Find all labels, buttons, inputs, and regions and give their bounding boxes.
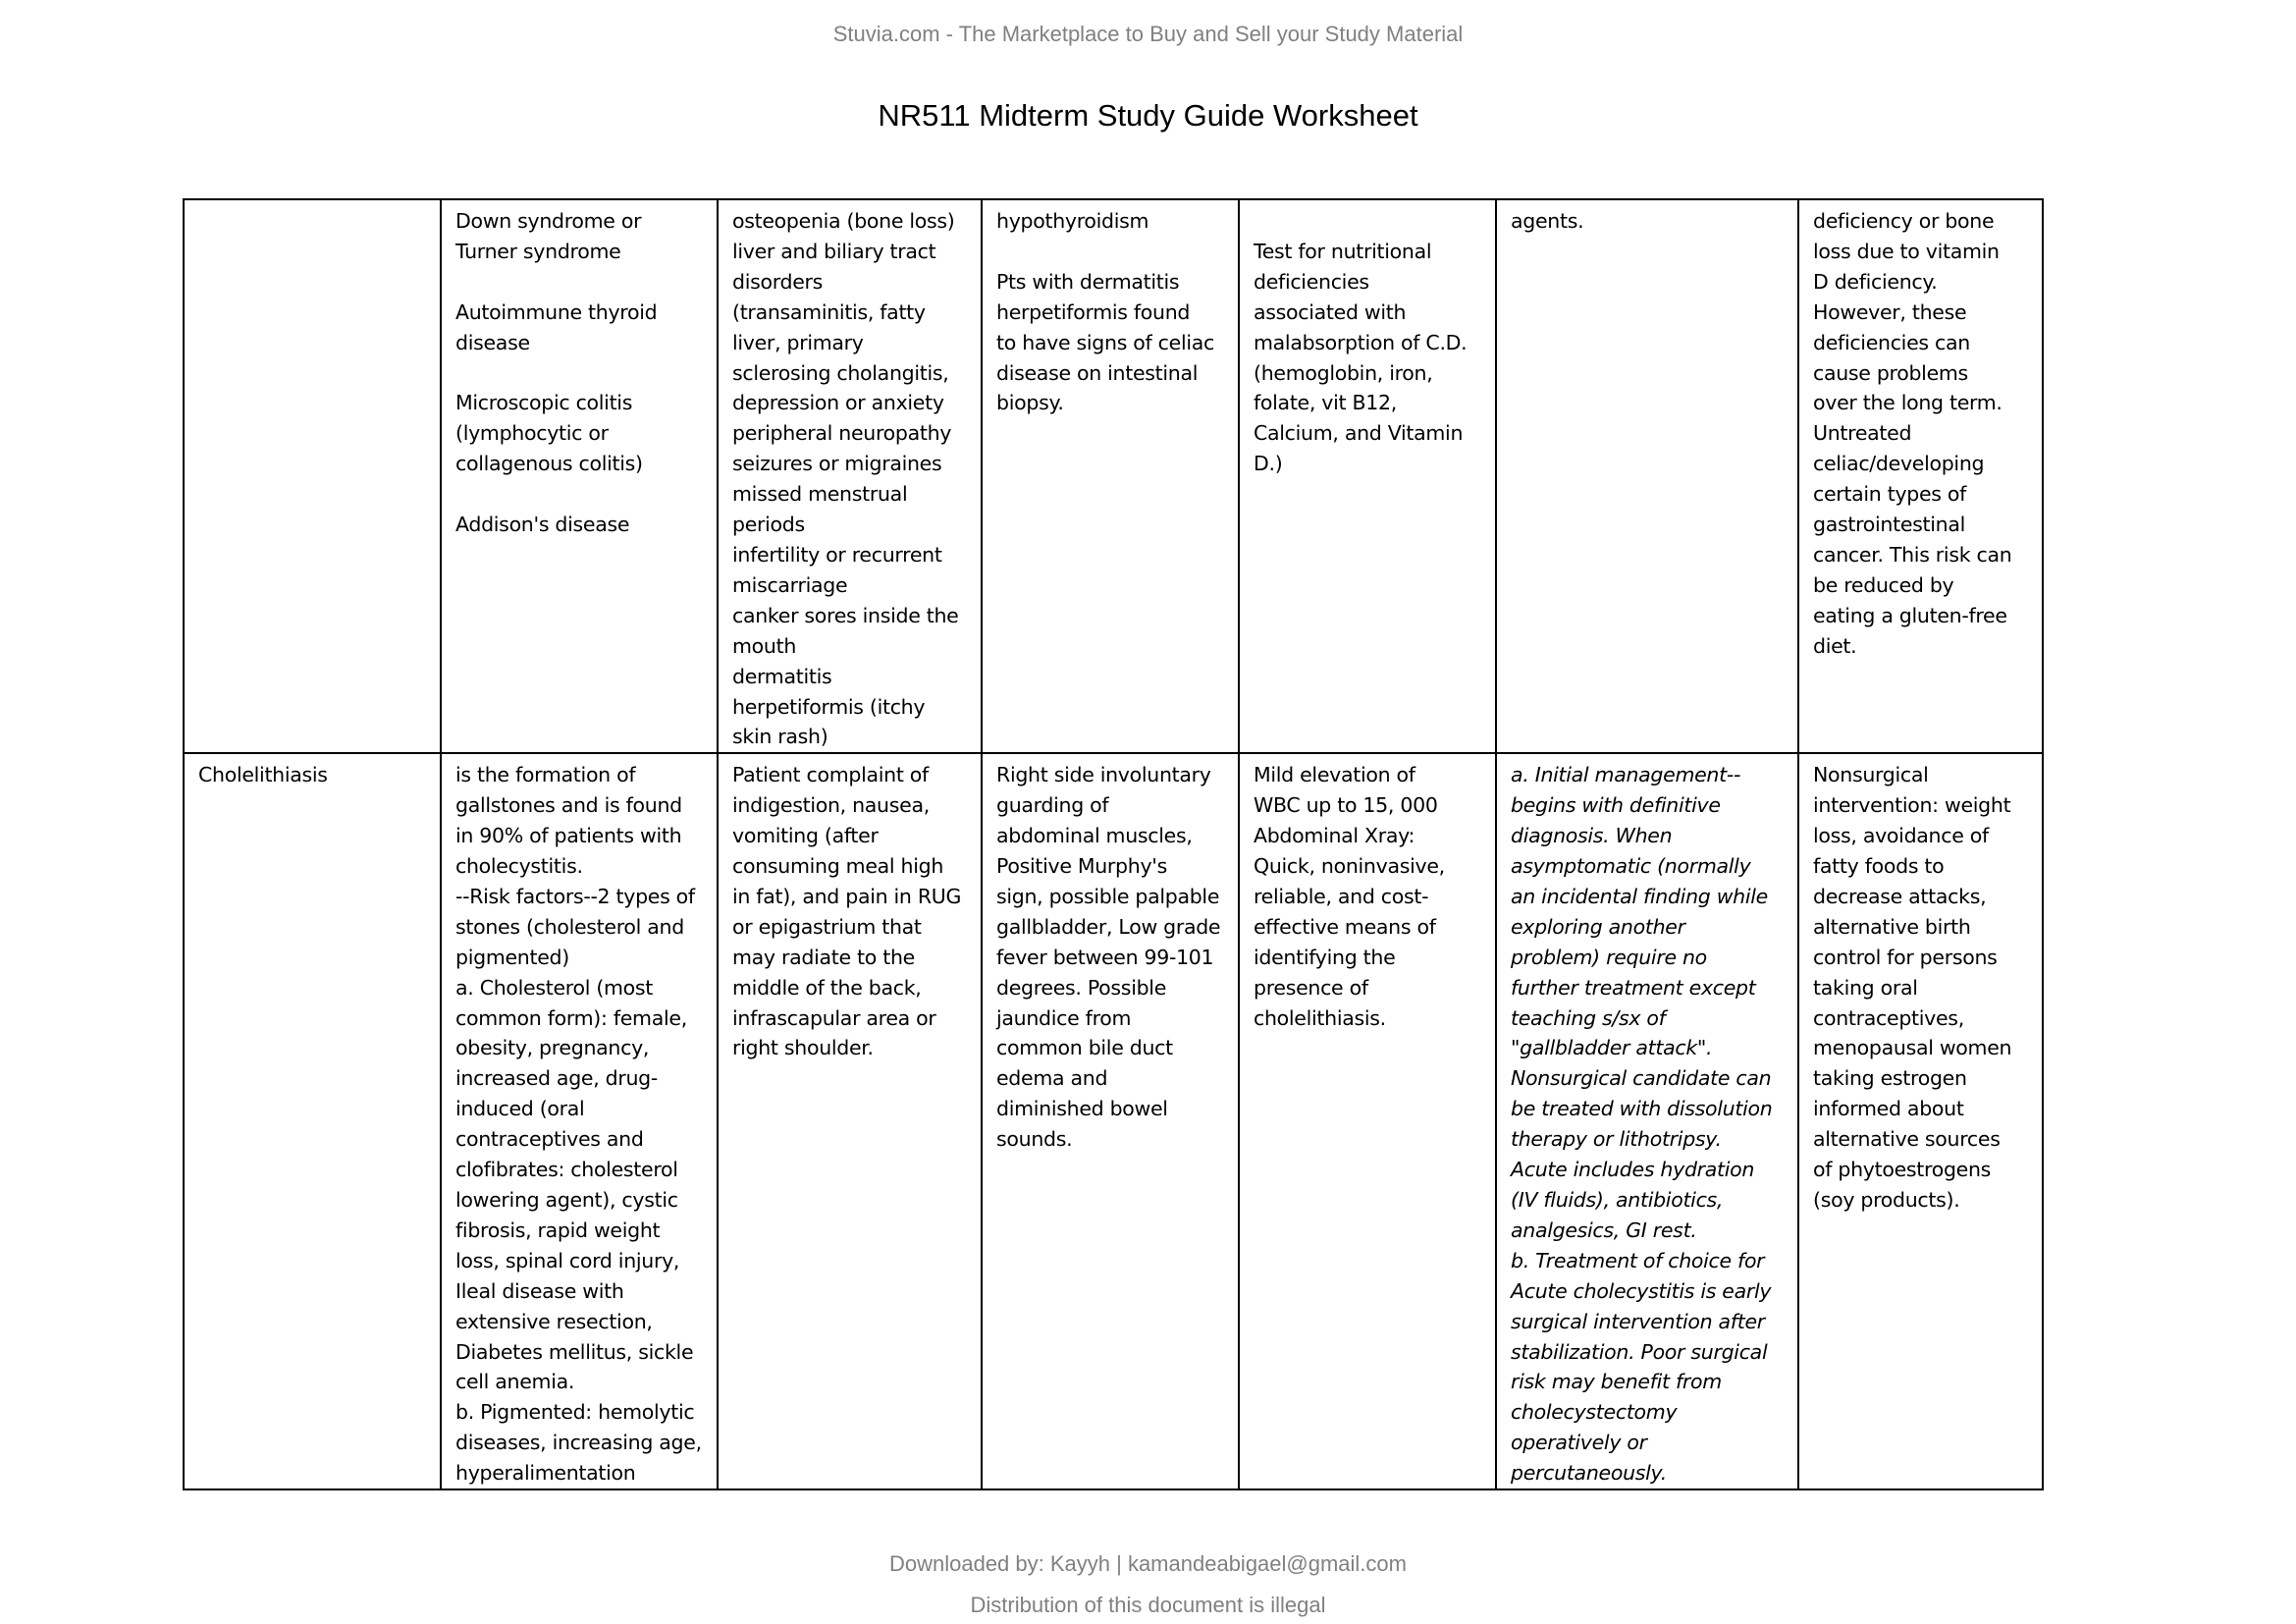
- table-cell-subjective: Patient complaint of indigestion, nausea, vomiting (after consuming meal high in fat), and pain in RUG or epigastrium that may radiate to the middle of the back, infrascapular area or right shoulder.: [718, 753, 982, 1489]
- table-cell-objective: hypothyroidism Pts with dermatitis herpetiformis found to have signs of celiac disease on intestinal biopsy.: [982, 199, 1239, 753]
- table-cell-definition: is the formation of gallstones and is found in 90% of patients with cholecystitis. --Risk factors--2 types of stones (cholesterol and pigmented) a. Cholesterol (most common form): female, obesity, pregnancy, increased age, drug- induced (oral contraceptives and clofibrates: cholesterol lowering agent), cystic fibrosis, rapid weight loss, spinal cord injury, Ileal disease with extensive resection, Diabetes mellitus, sickle cell anemia. b. Pigmented: hemolytic diseases, increasing age, hyperalimentation: [441, 753, 718, 1489]
- document-title: NR511 Midterm Study Guide Worksheet: [878, 98, 1418, 133]
- table-cell-objective: Right side involuntary guarding of abdominal muscles, Positive Murphy's sign, possible palpable gallbladder, Low grade fever between 99-101 degrees. Possible jaundice from common bile duct edema and diminished bowel sounds.: [982, 753, 1239, 1489]
- table-cell-diagnostics: Test for nutritional deficiencies associated with malabsorption of C.D. (hemoglobin, iron, folate, vit B12, Calcium, and Vitamin D.): [1239, 199, 1496, 753]
- table-cell-condition: Cholelithiasis: [184, 753, 441, 1489]
- table-row: [184, 753, 2043, 1489]
- table-cell-education: deficiency or bone loss due to vitamin D deficiency. However, these deficiencies can cause problems over the long term. Untreated celiac/developing certain types of gastrointestinal cancer. This risk can be reduced by eating a gluten-free diet.: [1798, 199, 2043, 753]
- table-cell-management: a. Initial management-- begins with definitive diagnosis. When asymptomatic (normally an incidental finding while exploring another problem) require no further treatment except teaching s/sx of "gallbladder attack". Nonsurgical candidate can be treated with dissolution therapy or lithotripsy. Acute includes hydration (IV fluids), antibiotics, analgesics, GI rest. b. Treatment of choice for Acute cholecystitis is early surgical intervention after stabilization. Poor surgical risk may benefit from cholecystectomy operatively or percutaneously.: [1496, 753, 1798, 1489]
- table-cell-education: Nonsurgical intervention: weight loss, avoidance of fatty foods to decrease attacks, alternative birth control for persons taking oral contraceptives, menopausal women taking estrogen informed about alternative sources of phytoestrogens (soy products).: [1798, 753, 2043, 1489]
- table-cell-subjective: osteopenia (bone loss) liver and biliary tract disorders (transaminitis, fatty liver, primary sclerosing cholangitis, depression or anxiety peripheral neuropathy seizures or migraines missed menstrual periods infertility or recurrent miscarriage canker sores inside the mouth dermatitis herpetiformis (itchy skin rash): [718, 199, 982, 753]
- table-cell-definition: Down syndrome or Turner syndrome Autoimmune thyroid disease Microscopic colitis (lymphocytic or collagenous colitis) Addison's disease: [441, 199, 718, 753]
- table-cell-condition: [184, 199, 441, 753]
- table-cell-diagnostics: Mild elevation of WBC up to 15, 000 Abdominal Xray: Quick, noninvasive, reliable, and cost- effective means of identifying the presence of cholelithiasis.: [1239, 753, 1496, 1489]
- table-row: [184, 199, 2043, 753]
- site-banner: Stuvia.com - The Marketplace to Buy and Sell your Study Material: [832, 22, 1464, 46]
- distribution-notice: Distribution of this document is illegal: [970, 1593, 1326, 1617]
- study-guide-table: [183, 198, 2044, 1490]
- table-cell-management: agents.: [1496, 199, 1798, 753]
- download-notice: Downloaded by: Kayyh | kamandeabigael@gmail.com: [888, 1551, 1407, 1576]
